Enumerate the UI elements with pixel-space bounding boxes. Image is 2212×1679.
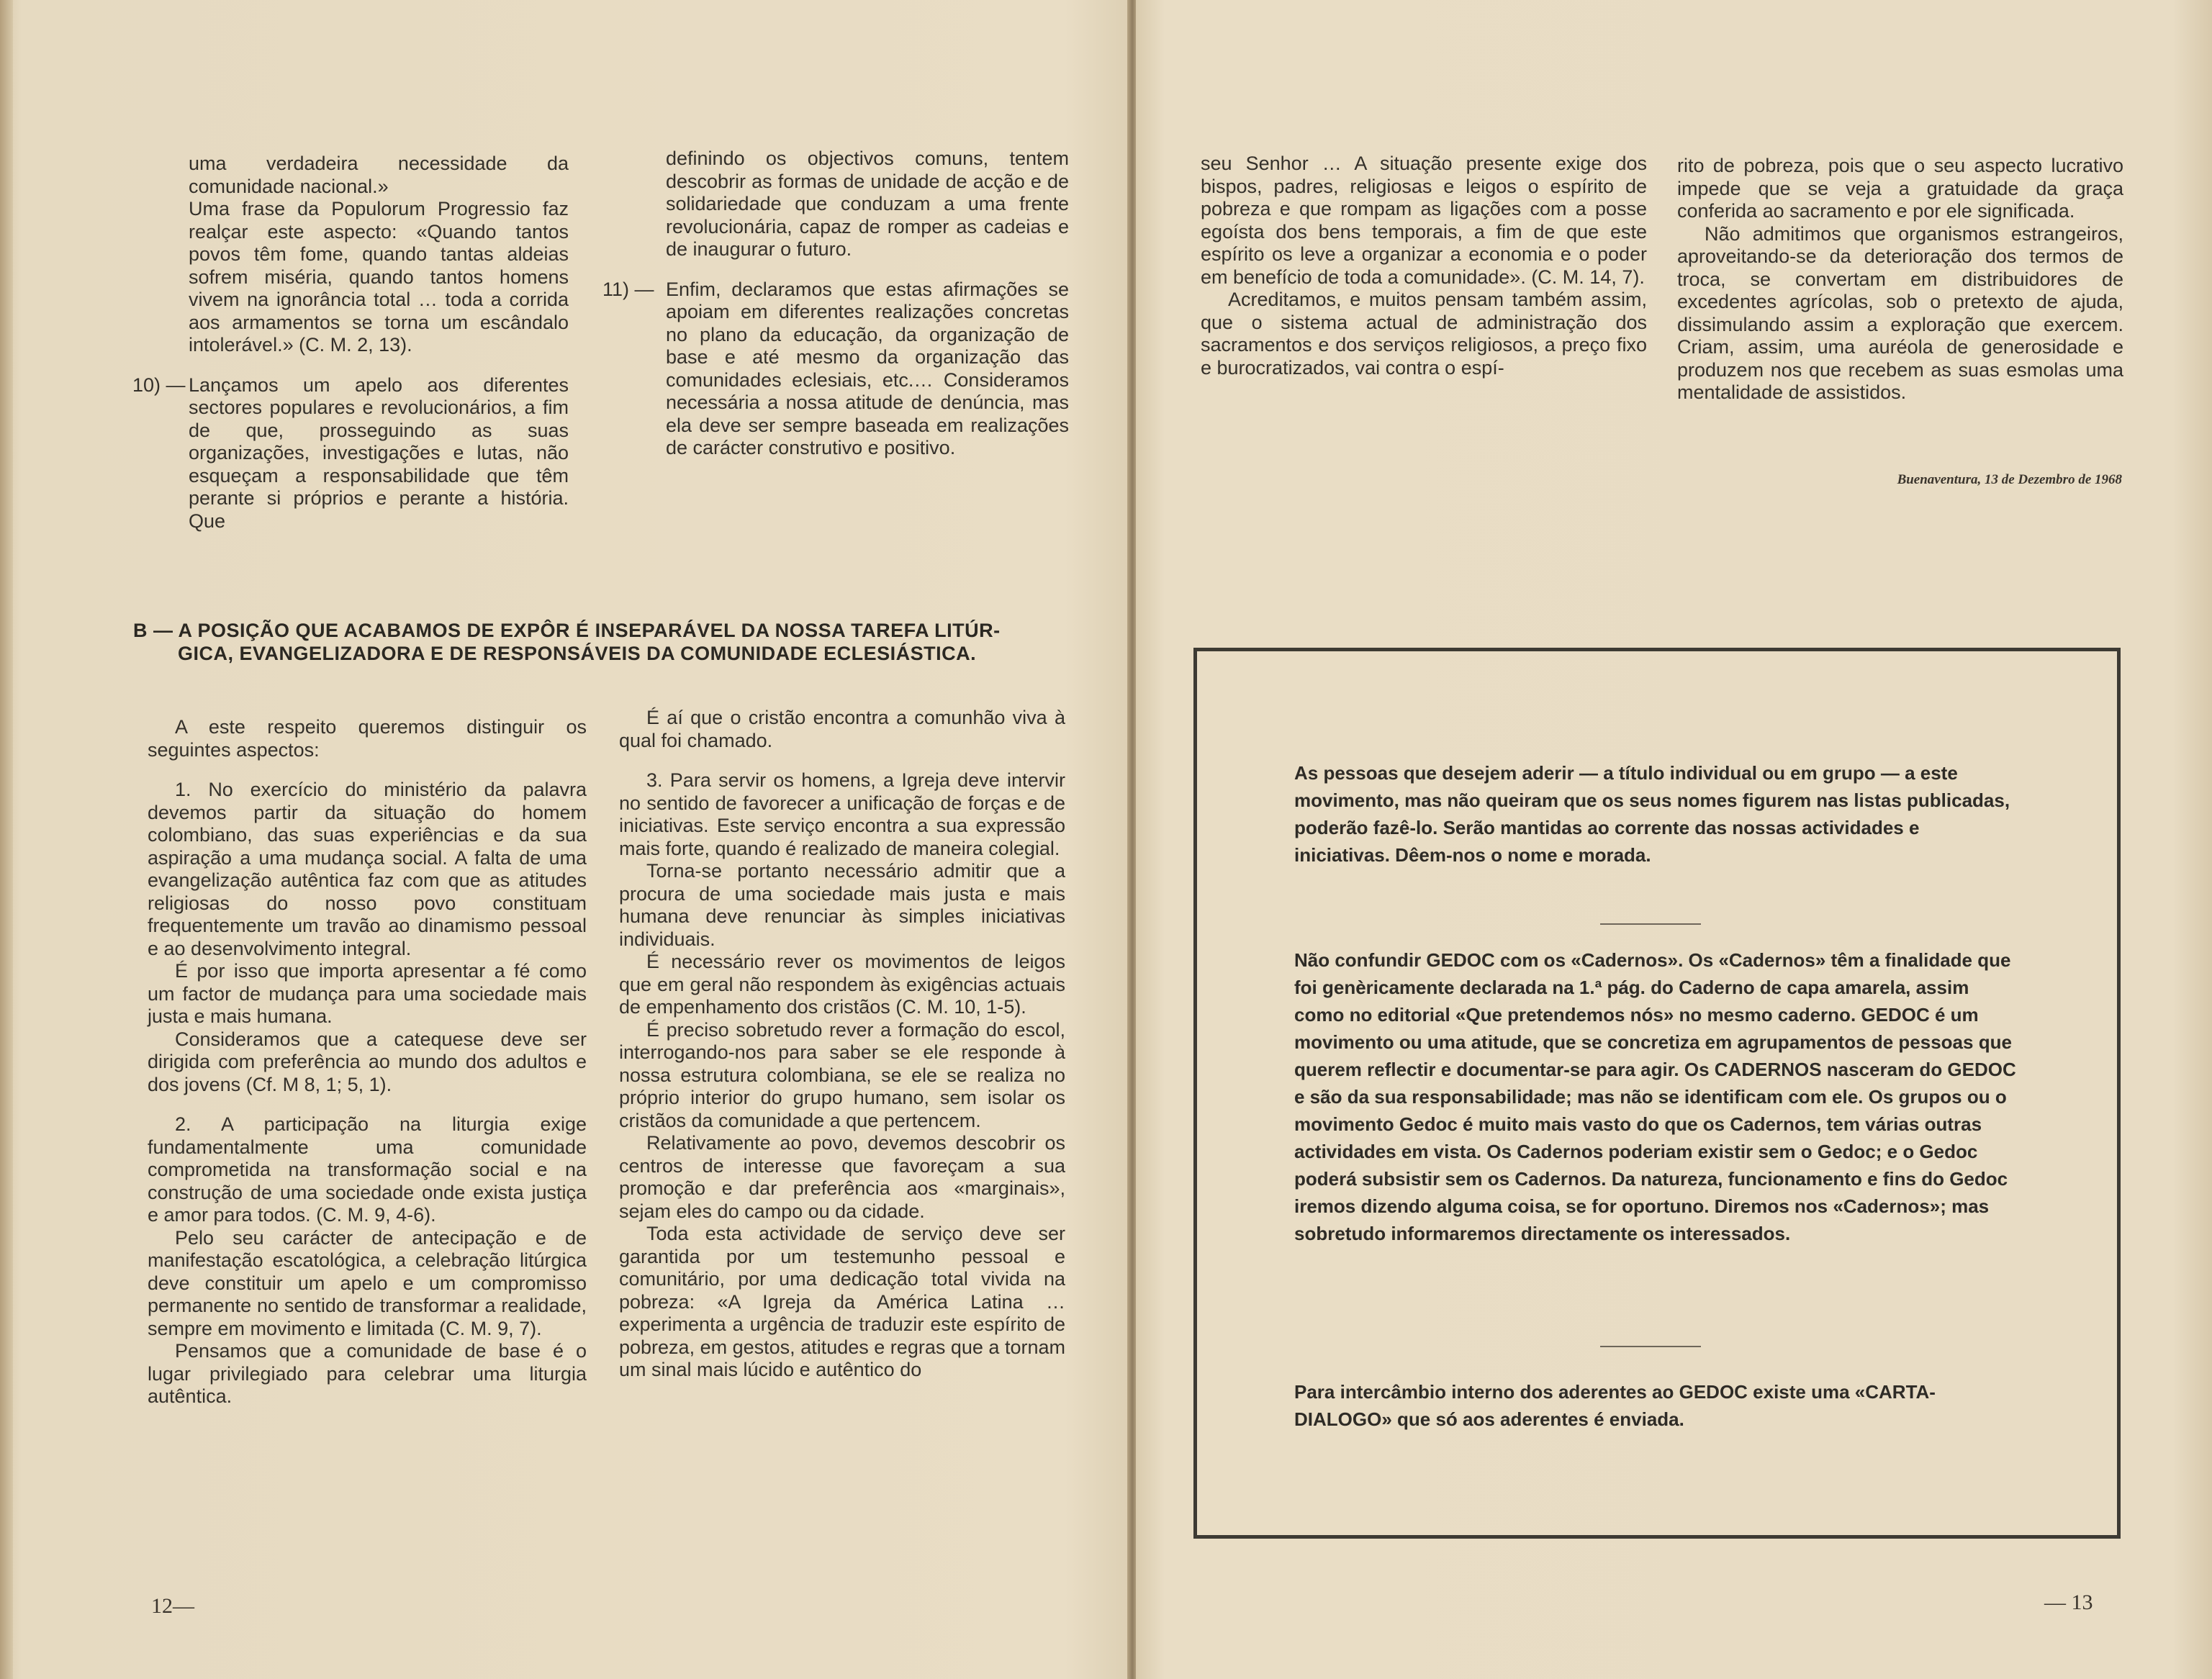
paragraph: Toda esta actividade de serviço deve ser garantida por um testemunho pessoal e comunitário, por uma dedicação total vivida na pobreza: «A Igreja da América Latina … experimenta a urgência de traduzir este espírito de pobreza, em gestos, atitudes e regras que a tornam um sinal mais lúcido e autêntico do: [619, 1223, 1065, 1380]
page-edge: [0, 0, 13, 1679]
left-column-4: [619, 707, 1065, 1382]
item-number: 11) —: [602, 278, 654, 300]
notice-box: [1193, 648, 2121, 1539]
paragraph: uma verdadeira necessidade da comunidade nacional.»: [189, 153, 569, 197]
paragraph: Torna-se portanto necessário admitir que a procura de uma sociedade mais justa e mais humana deve renunciar às simples iniciativas individuais.: [619, 860, 1065, 950]
notice-gedoc-cadernos: Não confundir GEDOC com os «Cadernos». Os «Cadernos» têm a finalidade que foi genèricamente declarada na 1.ª pág. do Caderno de capa amarela, assim como no editorial «Que pretendemos nós» no mesmo caderno. GEDOC é um movimento ou uma atitude, que se concretiza em agrupamentos de pessoas que querem reflectir e documentar-se para agir. Os CADERNOS nasceram do GEDOC e são da sua responsabilidade; mas não se identificam com ele. Os grupos ou o movimento Gedoc é muito mais vasto do que os Cadernos, tem várias outras actividades em vista. Os Cadernos poderiam existir sem o Gedoc; e o Gedoc poderá subsistir sem os Cadernos. Da natureza, funcionamento e fins do Gedoc iremos dizendo alguma coisa, se for oportuno. Diremos nos «Cadernos»; mas sobretudo informaremos directamente os interessados.: [1294, 949, 2016, 1244]
paragraph: Não admitimos que organismos estrangeiros, aproveitando-se da deterioração dos termos de troca, se convertam em distribuidores de excedentes agrícolas, sob o pretexto de ajuda, dissimulando assim a exploração que exercem. Criam, assim, uma auréola de generosidade e produzem nos que recebem as suas esmolas uma mentalidade de assistidos.: [1677, 222, 2123, 403]
paragraph: Consideramos que a catequese deve ser dirigida com preferência ao mundo dos adultos e dos jovens (Cf. M 8, 1; 5, 1).: [148, 1028, 587, 1095]
paragraph: É aí que o cristão encontra a comunhão viva à qual foi chamado.: [619, 707, 1065, 751]
paragraph: Pelo seu carácter de antecipação e de manifestação escatológica, a celebração litúrgica deve constituir um apelo e um compromisso permanente no sentido de transformar a realidade, sempre em movimento e limitada (C. M. 9, 7).: [148, 1226, 587, 1339]
paragraph: Uma frase da Populorum Progressio faz realçar este aspecto: «Quando tantos povos têm fome, quando tantas aldeias sofrem miséria, quando tantos homens vivem na ignorância total … toda a corrida aos armamentos se torna um escândalo intolerável.» (C. M. 2, 13).: [189, 198, 569, 356]
paragraph: 2. A participação na liturgia exige fundamentalmente uma comunidade comprometida na transformação social e na construção de uma sociedade onde exista justiça e amor para todos. (C. M. 9, 4-6).: [148, 1113, 587, 1226]
paragraph: definindo os objectivos comuns, tentem descobrir as formas de unidade de acção e de solidariedade que conduzam a uma frente revolucionária, capaz de romper as cadeias e de inaugurar o futuro.: [666, 148, 1069, 260]
page-number: — 13: [2044, 1590, 2093, 1614]
numbered-item-11: [602, 279, 1069, 460]
page-number: 12—: [151, 1594, 194, 1618]
left-column-1: [132, 153, 569, 533]
paragraph: rito de pobreza, pois que o seu aspecto lucrativo impede que se veja a gratuidade da graça conferida ao sacramento e por ele significada.: [1677, 155, 2123, 222]
right-column-1: [1201, 153, 1647, 379]
paragraph: 3. Para servir os homens, a Igreja deve intervir no sentido de favorecer a unificação de forças e de iniciativas. Este serviço encontra a sua expressão mais forte, quando é realizado de maneira colegial.: [619, 769, 1065, 859]
notice-membership: As pessoas que desejem aderir — a título individual ou em grupo — a este movimento, mas não queiram que os seus nomes figurem nas listas publicadas, poderão fazê-lo. Serão mantidas ao corrente das nossas actividades e iniciativas. Dêem-nos o nome e morada.: [1294, 762, 2010, 866]
left-column-3: [148, 716, 587, 1408]
section-heading-b: [133, 619, 1062, 665]
paragraph: É por isso que importa apresentar a fé como um factor de mudança para uma sociedade mais justa e mais humana.: [148, 960, 587, 1027]
right-column-2: [1677, 155, 2123, 404]
paragraph: A este respeito queremos distinguir os seguintes aspectos:: [148, 716, 587, 761]
item-text: Enfim, declaramos que estas afirmações se apoiam em diferentes realizações concretas no plano da educação, da organização de base e até mesmo da organização das comunidades eclesiais, etc.… Consideramos necessária a nossa atitude de denúncia, mas ela deve ser sempre baseada em realizações de carácter construtivo e positivo.: [666, 278, 1069, 458]
paragraph: 1. No exercício do ministério da palavra devemos partir da situação do homem colombiano, das suas experiências e da sua aspiração a uma mudança social. A falta de uma evangelização autêntica faz com que as atitudes religiosas do nosso povo constituam frequentemente um travão ao dinamismo pessoal e ao desenvolvimento integral.: [148, 779, 587, 959]
dateline: Buenaventura, 13 de Dezembro de 1968: [1897, 472, 2122, 487]
heading-line-2: GICA, EVANGELIZADORA E DE RESPONSÁVEIS DA COMUNIDADE ECLESIÁSTICA.: [178, 643, 977, 664]
divider: [1600, 923, 1701, 925]
numbered-item-10: [132, 374, 569, 533]
paragraph: É necessário rever os movimentos de leigos que em geral não respondem às exigências actuais de empenhamento dos cristãos (C. M. 10, 1-5).: [619, 951, 1065, 1018]
paragraph: Pensamos que a comunidade de base é o lugar privilegiado para celebrar uma liturgia autêntica.: [148, 1340, 587, 1407]
paragraph: seu Senhor … A situação presente exige dos bispos, padres, religiosas e leigos o espírito de pobreza e que rompam as ligações com a posse egoísta dos bens temporais, a fim de que este espírito os leve a organizar a economia e o poder em benefício de toda a comunidade». (C. M. 14, 7).: [1201, 153, 1647, 288]
paragraph: É preciso sobretudo rever a formação do escol, interrogando-nos para saber se ele responde à nossa estrutura colombiana, se ele se realiza no próprio interior do grupo humano, sem isolar os cristãos da comunidade a que pertencem.: [619, 1018, 1065, 1131]
left-column-2: [602, 148, 1069, 460]
paragraph: Acreditamos, e muitos pensam também assim, que o sistema actual de administração dos sacramentos e dos serviços religiosos, a preço fixo e burocratizados, vai contra o espí-: [1201, 289, 1647, 379]
paragraph: Relativamente ao povo, devemos descobrir os centros de interesse que favoreçam a sua promoção e dar preferência aos «marginais», sejam eles do campo ou da cidade.: [619, 1132, 1065, 1222]
item-text: Lançamos um apelo aos diferentes sectores populares e revolucionários, a fim de que, prosseguindo as suas organizações, investigações e lutas, não esqueçam a responsabilidade que têm perante si próprios e perante a história. Que: [189, 374, 569, 532]
divider: [1600, 1346, 1701, 1347]
item-number: 10) —: [132, 374, 186, 396]
heading-line-1: B — A POSIÇÃO QUE ACABAMOS DE EXPÔR É INSEPARÁVEL DA NOSSA TAREFA LITÚR-: [133, 620, 1001, 641]
notice-carta-dialogo: Para intercâmbio interno dos aderentes ao GEDOC existe uma «CARTA-DIALOGO» que só aos aderentes é enviada.: [1294, 1381, 1936, 1430]
